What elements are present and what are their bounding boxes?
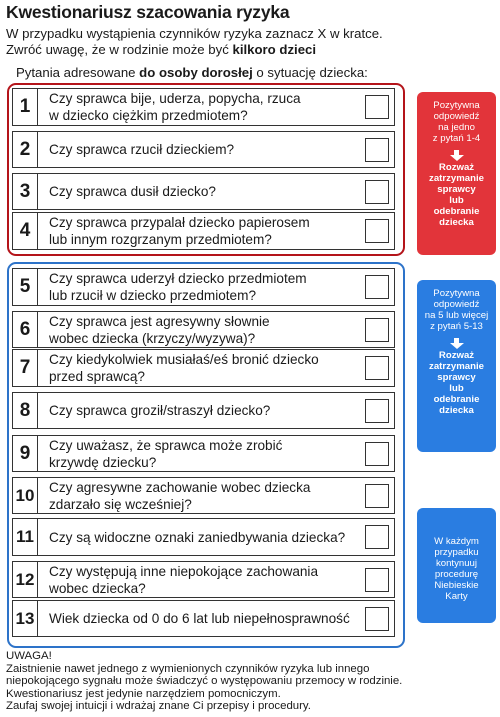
question-line-1: Czy występują inne niepokojące zachowania	[49, 563, 319, 579]
side-blue-b3: sprawcy	[437, 372, 476, 383]
question-text	[38, 174, 365, 209]
question-line-2: krzywdę dziecku?	[49, 454, 157, 470]
question-number: 2	[13, 132, 38, 167]
answer-checkbox[interactable]	[365, 219, 389, 243]
question-lines	[49, 402, 270, 419]
question-number: 13	[13, 601, 38, 636]
questions-subheading	[16, 65, 368, 80]
question-line-1: Czy są widoczne oznaki zaniedbywania dziecka?	[49, 529, 346, 545]
question-row	[12, 349, 395, 387]
question-number: 10	[13, 478, 38, 513]
arrow-down-icon	[450, 150, 464, 161]
side-blue2-l1: W każdym	[434, 536, 479, 547]
question-text	[38, 562, 365, 597]
question-text	[38, 132, 365, 167]
side-blue-b6: dziecka	[439, 405, 474, 416]
side-red-l4: z pytań 1-4	[432, 133, 481, 144]
intro-text	[6, 26, 383, 58]
answer-checkbox[interactable]	[365, 95, 389, 119]
intro-line-2-bold: kilkoro dzieci	[232, 42, 317, 57]
side-red-b6: dziecka	[439, 217, 474, 228]
question-text	[38, 269, 365, 305]
warning-line-4: Zaufaj swojej intuicji i wdrażaj znane Ci przepisy i procedury.	[6, 700, 311, 713]
question-line-1: Wiek dziecka od 0 do 6 lat lub niepełnosprawność	[49, 611, 350, 626]
question-number: 3	[13, 174, 38, 209]
question-line-1: Czy sprawca uderzył dziecko przedmiotem	[49, 271, 307, 286]
answer-checkbox[interactable]	[365, 180, 389, 204]
question-row	[12, 600, 395, 637]
question-number: 11	[13, 519, 38, 555]
question-text	[38, 213, 365, 249]
warning-line-2: niepokojącego sygnału może świadczyć o występowaniu przemocy w rodzinie.	[6, 675, 403, 688]
question-line-1: Czy sprawca przypalał dziecko papierosem	[49, 215, 310, 230]
side-blue2-l4: procedurę	[434, 569, 479, 580]
question-number: 9	[13, 436, 38, 471]
question-row	[12, 173, 395, 210]
question-line-2: przed sprawcą?	[49, 369, 145, 384]
question-line-2: zdarzało się wcześniej?	[49, 496, 192, 512]
answer-checkbox[interactable]	[365, 356, 389, 380]
answer-checkbox[interactable]	[365, 275, 389, 299]
side-blue-l2: odpowiedź	[433, 299, 480, 310]
answer-checkbox[interactable]	[365, 484, 389, 508]
question-text	[38, 350, 365, 386]
question-lines	[49, 563, 318, 597]
question-line-1: Czy sprawca bije, uderza, popycha, rzuca	[49, 91, 301, 106]
question-row	[12, 435, 395, 472]
side-note-procedure	[417, 508, 496, 623]
answer-checkbox[interactable]	[365, 138, 389, 162]
answer-checkbox[interactable]	[365, 568, 389, 592]
side-blue-b4: lub	[449, 383, 464, 394]
question-number: 7	[13, 350, 38, 386]
side-blue2-l3: kontynuuj	[435, 558, 478, 569]
question-lines	[49, 270, 307, 304]
question-row	[12, 311, 395, 348]
side-red-b2: zatrzymanie	[429, 173, 484, 184]
side-red-l3: na jedno	[438, 122, 475, 133]
question-text	[38, 89, 365, 125]
question-line-2: lub innym rozgrzanym przedmiotem?	[49, 232, 272, 247]
side-blue-l1: Pozytywna	[433, 288, 480, 299]
intro-line-1: W przypadku wystąpienia czynników ryzyka zaznacz X w kratce.	[6, 26, 383, 41]
question-text	[38, 519, 365, 555]
question-number: 8	[13, 393, 38, 428]
answer-checkbox[interactable]	[365, 318, 389, 342]
question-lines	[49, 183, 216, 200]
question-text	[38, 393, 365, 428]
side-red-b4: lub	[449, 195, 464, 206]
question-number: 4	[13, 213, 38, 249]
side-red-b1: Rozważ	[438, 162, 475, 173]
question-line-1: Czy uważasz, że sprawca może zrobić	[49, 437, 283, 453]
question-text	[38, 601, 365, 636]
question-row	[12, 477, 395, 514]
question-line-2: lub rzucił w dziecko przedmiotem?	[49, 288, 257, 303]
answer-checkbox[interactable]	[365, 399, 389, 423]
question-number: 1	[13, 89, 38, 125]
side-blue2-l2: przypadku	[434, 547, 479, 558]
question-lines	[49, 141, 234, 158]
question-line-1: Czy sprawca dusił dziecko?	[49, 184, 216, 199]
question-lines	[49, 214, 310, 248]
side-red-l1: Pozytywna	[433, 100, 480, 111]
question-line-1: Czy kiedykolwiek musiałaś/eś bronić dziecko	[49, 352, 319, 367]
subheading-suffix: o sytuację dziecka:	[252, 65, 368, 80]
answer-checkbox[interactable]	[365, 525, 389, 549]
side-blue2-l5: Niebieskie	[434, 580, 479, 591]
question-line-1: Czy sprawca groził/straszył dziecko?	[49, 403, 271, 418]
question-row	[12, 392, 395, 429]
warning-line-3: Kwestionariusz jest jedynie narzędziem pomocniczym.	[6, 687, 281, 700]
side-blue-b1: Rozważ	[438, 350, 475, 361]
question-number: 5	[13, 269, 38, 305]
question-number: 6	[13, 312, 38, 347]
answer-checkbox[interactable]	[365, 442, 389, 466]
question-lines	[49, 610, 350, 627]
question-line-2: w dziecko ciężkim przedmiotem?	[49, 108, 248, 123]
question-lines	[49, 90, 301, 124]
side-note-blue	[417, 280, 496, 452]
question-text	[38, 436, 365, 471]
side-note-red	[417, 92, 496, 255]
question-line-1: Czy agresywne zachowanie wobec dziecka	[49, 479, 311, 495]
side-blue-l4: z pytań 5-13	[430, 321, 483, 332]
question-lines	[49, 313, 270, 347]
question-text	[38, 478, 365, 513]
question-row	[12, 561, 395, 598]
question-row	[12, 518, 395, 556]
warning-note	[6, 650, 496, 713]
subheading-bold: do osoby dorosłej	[139, 65, 253, 80]
question-row	[12, 131, 395, 168]
intro-line-2-prefix: Zwróć uwagę, że w rodzinie może być	[6, 42, 233, 57]
side-blue-l3: na 5 lub więcej	[424, 310, 489, 321]
intro-line-2	[6, 42, 383, 58]
question-line-1: Czy sprawca rzucił dzieckiem?	[49, 142, 235, 157]
warning-label: UWAGA!	[6, 650, 52, 662]
question-lines	[49, 529, 345, 546]
question-number: 12	[13, 562, 38, 597]
question-row	[12, 88, 395, 126]
question-line-1: Czy sprawca jest agresywny słownie	[49, 313, 270, 329]
question-line-2: wobec dziecka (krzyczy/wyzywa)?	[49, 330, 256, 346]
warning-line-1: Zaistnienie nawet jednego z wymienionych czynników ryzyka lub innego	[6, 662, 370, 675]
side-red-l2: odpowiedź	[433, 111, 480, 122]
page-title: Kwestionariusz szacowania ryzyka	[6, 2, 290, 22]
side-red-b5: odebranie	[433, 206, 480, 217]
answer-checkbox[interactable]	[365, 607, 389, 631]
question-lines	[49, 479, 310, 513]
subheading-prefix: Pytania adresowane	[16, 65, 140, 80]
arrow-down-icon	[450, 338, 464, 349]
question-line-2: wobec dziecka?	[49, 580, 146, 596]
question-lines	[49, 351, 319, 385]
side-blue-b5: odebranie	[433, 394, 480, 405]
question-row	[12, 268, 395, 306]
question-lines	[49, 437, 282, 471]
side-blue2-l6: Karty	[445, 591, 468, 602]
side-blue-b2: zatrzymanie	[429, 361, 484, 372]
question-text	[38, 312, 365, 347]
side-red-b3: sprawcy	[437, 184, 476, 195]
question-row	[12, 212, 395, 250]
